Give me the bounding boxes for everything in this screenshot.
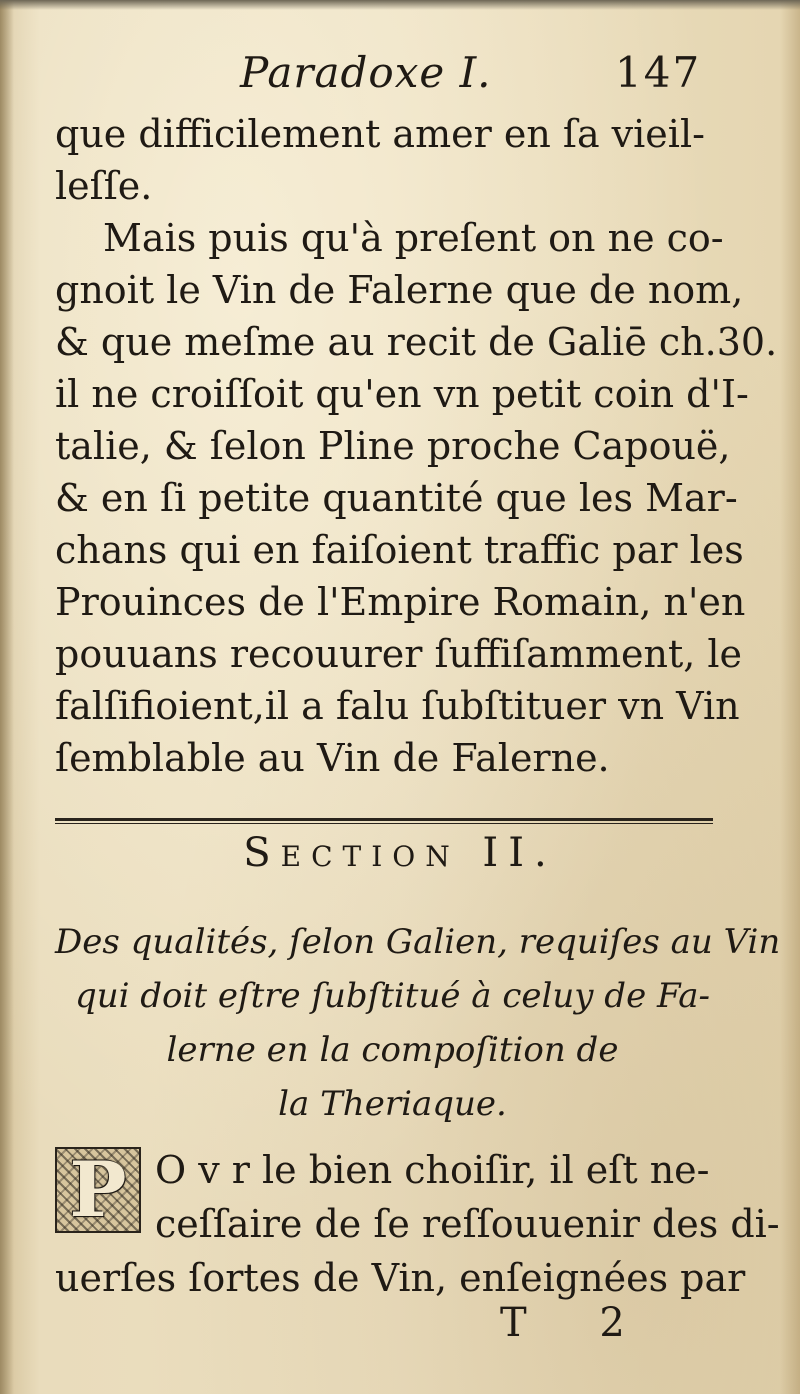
text-line: O v r le bien choiſir, il eſt ne- bbox=[155, 1148, 710, 1192]
page-top-edge bbox=[0, 0, 800, 10]
text-line: gnoit le Vin de Falerne que de nom, bbox=[55, 268, 744, 312]
text-line: ceſſaire de ſe reſſouuenir des di- bbox=[155, 1202, 780, 1246]
main-text bbox=[55, 108, 778, 784]
section-heading: Section II. bbox=[243, 830, 557, 876]
text-line: & en ſi petite quantité que les Mar- bbox=[55, 476, 738, 520]
running-title: Paradoxe I. bbox=[240, 48, 492, 97]
section-paragraph bbox=[55, 1143, 780, 1305]
text-line: il ne croiſſoit qu'en vn petit coin d'I- bbox=[55, 372, 749, 416]
signature-mark: T 2 bbox=[500, 1300, 655, 1346]
drop-cap-initial: P bbox=[55, 1147, 141, 1233]
text-line: & que meſme au recit de Galiē ch.30. bbox=[55, 320, 778, 364]
text-line: falſifioient,il a falu ſubſtituer vn Vin bbox=[55, 684, 740, 728]
text-line: pouuans recouurer ſuffiſamment, le bbox=[55, 632, 743, 676]
text-line: Mais puis qu'à preſent on ne co- bbox=[103, 216, 724, 260]
page-header bbox=[0, 48, 800, 108]
section-subheading bbox=[55, 915, 781, 1131]
text-line: talie, & ſelon Pline proche Capouë, bbox=[55, 424, 731, 468]
subheading-line: Des qualités, ſelon Galien, requiſes au Vin bbox=[55, 922, 781, 962]
text-line: leſſe. bbox=[55, 164, 153, 208]
text-line: Prouinces de l'Empire Romain, n'en bbox=[55, 580, 746, 624]
text-line: que difficilement amer en ſa vieil- bbox=[55, 112, 705, 156]
subheading-line: qui doit eſtre ſubſtitué à celuy de Fa- bbox=[74, 976, 711, 1016]
subheading-line: la Theriaque. bbox=[278, 1084, 507, 1124]
page-number: 147 bbox=[615, 48, 702, 97]
text-line: uerſes ſortes de Vin, enſeignées par bbox=[55, 1256, 746, 1300]
subheading-line: lerne en la compoſition de bbox=[166, 1030, 619, 1070]
section-divider-rule bbox=[55, 818, 713, 824]
text-line: ſemblable au Vin de Falerne. bbox=[55, 736, 610, 780]
page-binding-shadow bbox=[0, 0, 14, 1394]
text-line: chans qui en faiſoient traffic par les bbox=[55, 528, 744, 572]
